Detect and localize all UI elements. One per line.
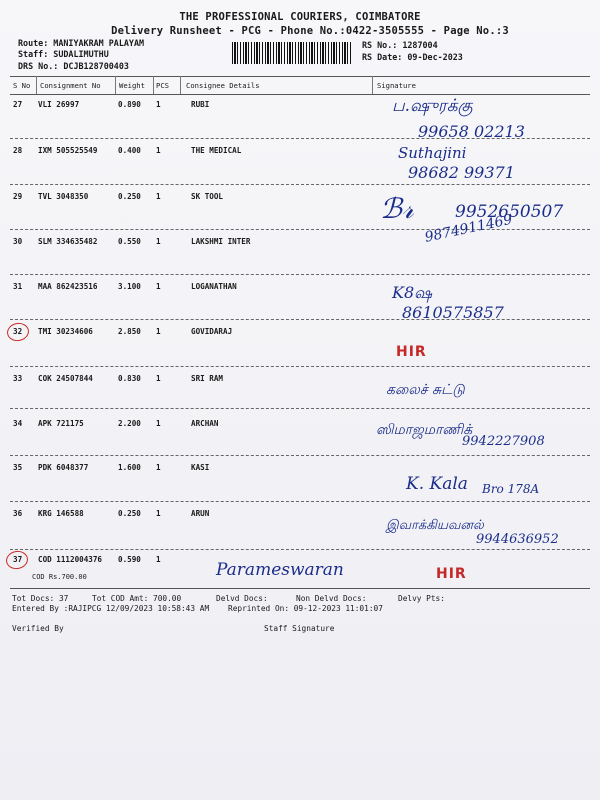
column-divider xyxy=(36,76,37,94)
row-consignment-no: VLI 26997 xyxy=(38,100,80,109)
barcode xyxy=(232,42,352,64)
row-pcs: 1 xyxy=(156,509,161,518)
table-row xyxy=(10,327,590,369)
row-weight: 0.890 xyxy=(118,100,141,109)
staff-label: Staff: SUDALIMUTHU xyxy=(18,49,109,59)
row-sno: 27 xyxy=(13,100,23,109)
column-divider xyxy=(372,76,373,94)
row-weight: 0.400 xyxy=(118,146,141,155)
verified-by-label: Verified By xyxy=(12,624,64,633)
signature-29-scribble: ℬ𝓇 xyxy=(380,192,414,225)
row-consignee: ARUN xyxy=(191,509,210,518)
row-sno: 36 xyxy=(13,509,23,518)
row-sno: 34 xyxy=(13,419,23,428)
staff-signature-label: Staff Signature xyxy=(264,624,335,633)
rs-number: RS No.: 1287004 xyxy=(362,40,438,50)
table-row xyxy=(10,374,590,416)
row-sno: 29 xyxy=(13,192,23,201)
signature-36: இவாக்கியவனல் xyxy=(386,518,484,533)
row-sno: 30 xyxy=(13,237,23,246)
signature-34: ஸிமாஜமாணிக் xyxy=(376,422,473,438)
row-weight: 0.590 xyxy=(118,555,141,564)
row-divider xyxy=(10,549,590,550)
table-bottom-rule xyxy=(10,588,590,589)
signature-35: K. Kala xyxy=(406,474,468,494)
row-consignment-no: KRG 146588 xyxy=(38,509,84,518)
table-top-rule xyxy=(10,76,590,77)
row-consignee: SRI RAM xyxy=(191,374,224,383)
row-divider xyxy=(10,184,590,185)
row-pcs: 1 xyxy=(156,100,161,109)
column-header-consignee: Consignee Details xyxy=(186,81,260,90)
row-consignee: ARCHAN xyxy=(191,419,219,428)
row-weight: 2.850 xyxy=(118,327,141,336)
row-divider xyxy=(10,408,590,409)
row-consignment-no: TMI 30234606 xyxy=(38,327,93,336)
cod-amount: COD Rs.700.00 xyxy=(32,573,87,581)
hir-mark-32: HIR xyxy=(396,344,427,360)
row-divider xyxy=(10,455,590,456)
non-delivered-docs: Non Delvd Docs: xyxy=(296,594,367,603)
signature-33: கலைச் சுட்டு xyxy=(386,382,465,398)
signature-27: ப.ஷுரக்கு xyxy=(392,96,473,116)
total-docs: Tot Docs: 37 xyxy=(12,594,69,603)
row-weight: 3.100 xyxy=(118,282,141,291)
column-header-pcs: PCS xyxy=(156,81,169,90)
row-consignee: THE MEDICAL xyxy=(191,146,242,155)
row-consignee: GOVIDARAJ xyxy=(191,327,233,336)
signature-29-phone: 9952650507 xyxy=(455,202,564,222)
row-weight: 0.550 xyxy=(118,237,141,246)
rs-date: RS Date: 09-Dec-2023 xyxy=(362,52,463,62)
row-consignment-no: COD 1112004376 xyxy=(38,555,103,564)
column-header-sno: S No xyxy=(13,81,31,90)
row-consignment-no: MAA 862423516 xyxy=(38,282,98,291)
column-header-signature: Signature xyxy=(377,81,416,90)
row-pcs: 1 xyxy=(156,237,161,246)
row-pcs: 1 xyxy=(156,555,161,564)
row-weight: 0.250 xyxy=(118,192,141,201)
row-weight: 0.250 xyxy=(118,509,141,518)
row-divider xyxy=(10,501,590,502)
company-title: THE PROFESSIONAL COURIERS, COIMBATORE xyxy=(179,11,421,23)
row-divider xyxy=(10,274,590,275)
row-sno: 28 xyxy=(13,146,23,155)
row-consignee: KASI xyxy=(191,463,210,472)
row-sno: 32 xyxy=(13,327,23,336)
column-divider xyxy=(153,76,154,94)
row-consignee: LAKSHMI INTER xyxy=(191,237,251,246)
signature-34-phone: 9942227908 xyxy=(462,434,545,449)
table-header-rule xyxy=(10,94,590,95)
signature-29-phone-2: 9874911469 xyxy=(423,211,514,246)
row-consignee: RUBI xyxy=(191,100,210,109)
column-header-weight: Weight xyxy=(119,81,145,90)
row-consignment-no: PDK 6048377 xyxy=(38,463,89,472)
parameswaran-signature: Parameswaran xyxy=(216,560,344,580)
runsheet-subtitle: Delivery Runsheet - PCG - Phone No.:0422-3505555 - Page No.:3 xyxy=(111,25,509,37)
row-divider xyxy=(10,366,590,367)
row-pcs: 1 xyxy=(156,419,161,428)
column-divider xyxy=(115,76,116,94)
row-weight: 2.200 xyxy=(118,419,141,428)
column-divider xyxy=(180,76,181,94)
row-consignment-no: COK 24507844 xyxy=(38,374,93,383)
row-consignment-no: IXM 505525549 xyxy=(38,146,98,155)
row-pcs: 1 xyxy=(156,327,161,336)
total-cod-amount: Tot COD Amt: 700.00 xyxy=(92,594,182,603)
table-row xyxy=(10,237,590,279)
signature-31-phone: 8610575857 xyxy=(402,303,504,322)
column-header-consignment: Consignment No xyxy=(40,81,101,90)
signature-36-phone: 9944636952 xyxy=(476,532,559,547)
signature-35-note: Bro 178A xyxy=(482,482,540,496)
row-consignment-no: TVL 3048350 xyxy=(38,192,89,201)
drs-number: DRS No.: DCJB128700403 xyxy=(18,61,129,71)
row-consignee: SK TOOL xyxy=(191,192,224,201)
row-pcs: 1 xyxy=(156,146,161,155)
row-pcs: 1 xyxy=(156,374,161,383)
delivered-docs: Delvd Docs: xyxy=(216,594,268,603)
hir-mark-37: HIR xyxy=(436,566,467,582)
signature-28: Suthajini xyxy=(398,144,467,162)
row-sno: 31 xyxy=(13,282,23,291)
signature-27-phone: 99658 02213 xyxy=(418,122,525,141)
entered-by: Entered By :RAJIPCG 12/09/2023 10:58:43 AM xyxy=(12,604,210,613)
route-label: Route: MANIYAKRAM PALAYAM xyxy=(18,38,145,48)
row-weight: 0.830 xyxy=(118,374,141,383)
row-sno: 35 xyxy=(13,463,23,472)
row-consignment-no: SLM 334635482 xyxy=(38,237,98,246)
row-pcs: 1 xyxy=(156,192,161,201)
row-sno: 37 xyxy=(13,555,23,564)
row-pcs: 1 xyxy=(156,282,161,291)
row-pcs: 1 xyxy=(156,463,161,472)
signature-28-phone: 98682 99371 xyxy=(408,163,515,182)
signature-31: K8ஷ xyxy=(392,283,433,302)
row-sno: 33 xyxy=(13,374,23,383)
row-consignee: LOGANATHAN xyxy=(191,282,237,291)
delivery-points: Delvy Pts: xyxy=(398,594,445,603)
reprinted-on: Reprinted On: 09-12-2023 11:01:07 xyxy=(228,604,383,613)
row-weight: 1.600 xyxy=(118,463,141,472)
row-consignment-no: APK 721175 xyxy=(38,419,84,428)
